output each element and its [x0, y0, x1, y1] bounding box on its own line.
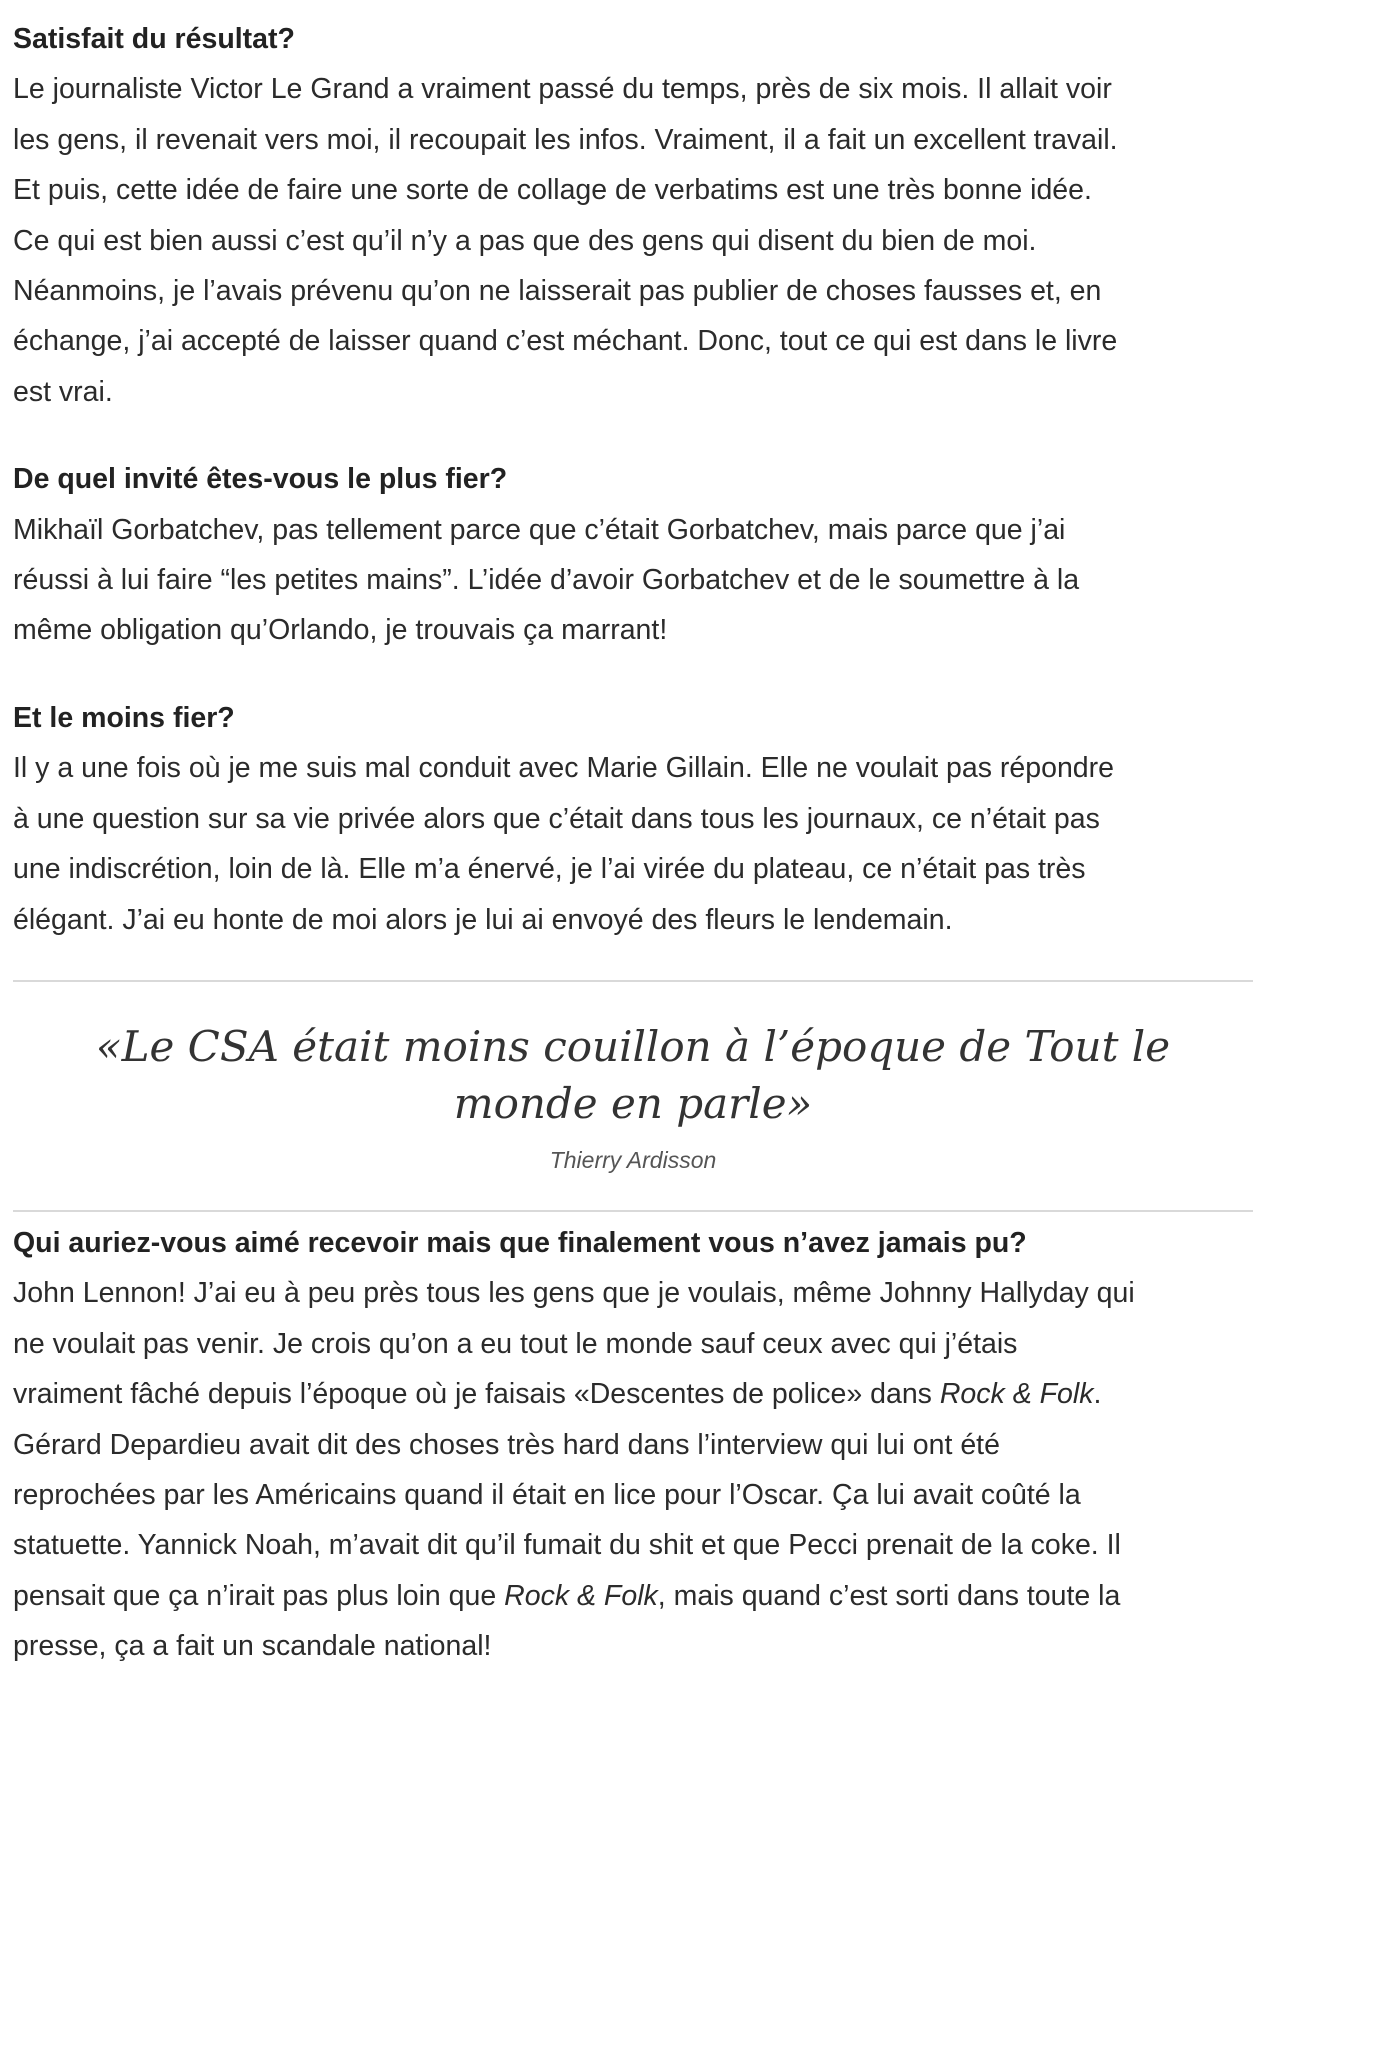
answer-line: Et puis, cette idée de faire une sorte de collage de verbatims est une très bonne idée. [13, 174, 1092, 207]
answer-text: , mais quand c’est sorti dans toute la [657, 1579, 1121, 1612]
answer-line: même obligation qu’Orlando, je trouvais ça marrant! [13, 614, 668, 647]
answer-line: échange, j’ai accepté de laisser quand c’est méchant. Donc, tout ce qui est dans le livre [13, 325, 1118, 358]
pullquote-text [13, 1018, 1253, 1132]
answer-paragraph [13, 1268, 1253, 1671]
qa-section-plus-fier [13, 454, 1253, 656]
pullquote-author: Thierry Ardisson [549, 1146, 717, 1173]
answer-line: ne voulait pas venir. Je crois qu’on a eu tout le monde sauf ceux avec qui j’étais [13, 1327, 1018, 1360]
answer-line: est vrai. [13, 375, 113, 408]
answer-line: réussi à lui faire “les petites mains”. L’idée d’avoir Gorbatchev et de le soumettre à la [13, 564, 1080, 597]
answer-line: Il y a une fois où je me suis mal conduit avec Marie Gillain. Elle ne voulait pas répondre [13, 752, 1114, 785]
pullquote-line: monde en parle» [453, 1078, 813, 1128]
pullquote-line: «Le CSA était moins couillon à l’époque de Tout le [95, 1021, 1171, 1071]
answer-line: les gens, il revenait vers moi, il recoupait les infos. Vraiment, il a fait un excellent travail. [13, 123, 1118, 156]
answer-text: . [1093, 1378, 1102, 1411]
qa-section-jamais-pu [13, 1218, 1253, 1672]
qa-section-satisfait [13, 14, 1253, 417]
answer-paragraph [13, 743, 1253, 945]
question-heading: Qui auriez-vous aimé recevoir mais que finalement vous n’avez jamais pu? [13, 1226, 1027, 1259]
answer-line: statuette. Yannick Noah, m’avait dit qu’il fumait du shit et que Pecci prenait de la coke. Il [13, 1529, 1121, 1562]
spacer [13, 945, 1253, 980]
pullquote [13, 982, 1253, 1210]
question-heading: Et le moins fier? [13, 701, 235, 734]
article-body [13, 14, 1253, 1672]
answer-line: presse, ça a fait un scandale national! [13, 1630, 492, 1663]
answer-line: Gérard Depardieu avait dit des choses très hard dans l’interview qui lui ont été [13, 1428, 1000, 1461]
answer-line: élégant. J’ai eu honte de moi alors je lui ai envoyé des fleurs le lendemain. [13, 903, 953, 936]
answer-line [13, 1580, 1120, 1612]
answer-line [13, 1378, 1101, 1410]
answer-line: John Lennon! J’ai eu à peu près tous les gens que je voulais, même Johnny Hallyday qui [13, 1277, 1135, 1310]
answer-line: à une question sur sa vie privée alors que c’était dans tous les journaux, ce n’était pas [13, 802, 1100, 835]
answer-text: vraiment fâché depuis l’époque où je faisais «Descentes de police» dans [13, 1378, 940, 1411]
answer-line: Le journaliste Victor Le Grand a vraiment passé du temps, près de six mois. Il allait voir [13, 73, 1112, 106]
publication-title: Rock & Folk [939, 1378, 1094, 1411]
answer-paragraph [13, 505, 1253, 656]
question-heading: De quel invité êtes-vous le plus fier? [13, 463, 508, 496]
answer-paragraph [13, 64, 1253, 417]
answer-text: pensait que ça n’irait pas plus loin que [13, 1579, 505, 1612]
spacer [13, 656, 1253, 693]
answer-line: reprochées par les Américains quand il était en lice pour l’Oscar. Ça lui avait coûté la [13, 1478, 1081, 1511]
question-heading: Satisfait du résultat? [13, 23, 295, 55]
spacer [13, 417, 1253, 454]
answer-line: Ce qui est bien aussi c’est qu’il n’y a pas que des gens qui disent du bien de moi. [13, 224, 1037, 257]
answer-line: Néanmoins, je l’avais prévenu qu’on ne laisserait pas publier de choses fausses et, en [13, 275, 1102, 308]
qa-section-moins-fier [13, 693, 1253, 945]
answer-line: Mikhaïl Gorbatchev, pas tellement parce que c’était Gorbatchev, mais parce que j’ai [13, 513, 1066, 546]
publication-title: Rock & Folk [504, 1579, 658, 1612]
answer-line: une indiscrétion, loin de là. Elle m’a énervé, je l’ai virée du plateau, ce n’était pas très [13, 853, 1086, 886]
